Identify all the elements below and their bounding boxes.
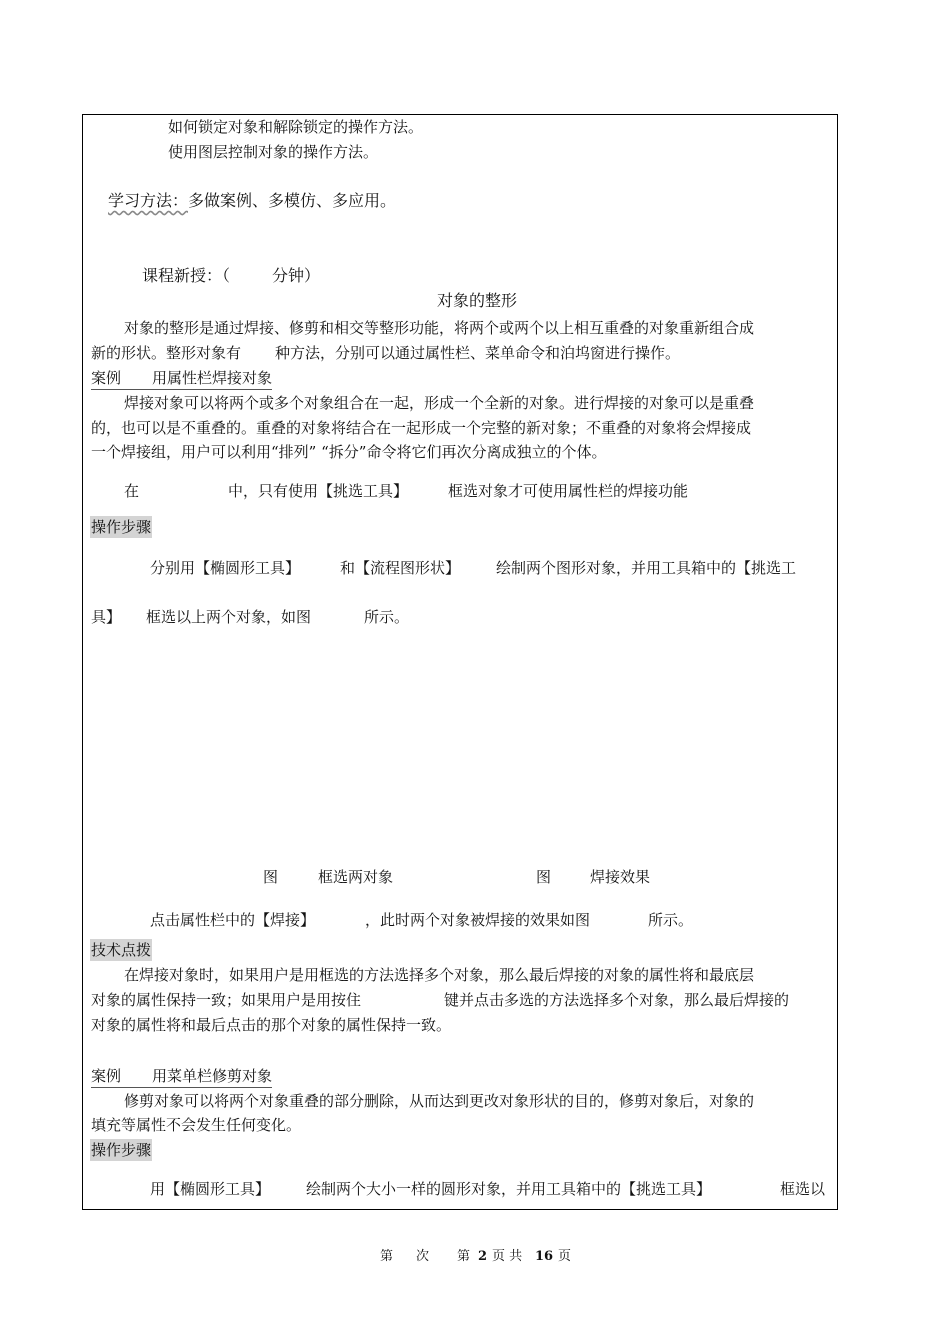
step-line: 和【流程图形状】 [340, 559, 461, 577]
paragraph-line: 的，也可以是不重叠的。重叠的对象将结合在一起形成一个完整的新对象；不重叠的对象将会焊接成 [91, 419, 752, 437]
case-number: 案例 [91, 1067, 122, 1085]
footer-text: 第 [380, 1249, 394, 1264]
case-heading [91, 367, 272, 390]
case-number: 案例 [91, 369, 122, 387]
tip-label: 技术点拨 [91, 941, 152, 959]
paragraph-line: 新的形状。整形对象有 [91, 344, 242, 362]
footer-text: 第 [457, 1249, 471, 1264]
study-method-text: 多做案例、多模仿、多应用。 [188, 191, 397, 210]
figure-caption-label: 图 [263, 868, 279, 886]
tip-line: 对象的属性将和最后点击的那个对象的属性保持一致。 [91, 1016, 452, 1034]
study-method-label: 学习方法： [108, 191, 189, 210]
step-line: 框选以上两个对象，如图 [146, 608, 312, 626]
step-line: 绘制两个图形对象，并用工具箱中的【挑选工 [496, 559, 797, 577]
case-title: 用菜单栏修剪对象 [152, 1067, 273, 1085]
step-line: 框选以 [780, 1180, 826, 1198]
case-title: 用属性栏焊接对象 [152, 369, 273, 387]
paragraph-line: 填充等属性不会发生任何变化。 [91, 1116, 302, 1134]
text-line: 使用图层控制对象的操作方法。 [168, 143, 379, 161]
note-line: 中，只有使用【挑选工具】 [228, 482, 409, 500]
note-line: 在 [124, 482, 140, 500]
figure-caption: 焊接效果 [590, 868, 651, 886]
course-label: 课程新授：（ [142, 266, 231, 285]
tip-line: 对象的属性保持一致；如果用户是用按住 [91, 991, 362, 1009]
paragraph-line: 修剪对象可以将两个对象重叠的部分删除，从而达到更改对象形状的目的，修剪对象后，对象的 [124, 1092, 755, 1110]
text-line: 如何锁定对象和解除锁定的操作方法。 [168, 118, 424, 136]
note-line: 框选对象才可使用属性栏的焊接功能 [448, 482, 689, 500]
step-line: ，此时两个对象被焊接的效果如图 [365, 911, 591, 929]
step-line: 所示。 [364, 608, 410, 626]
study-method [108, 190, 396, 212]
section-title: 对象的整形 [437, 291, 518, 310]
page-number: 2 [478, 1249, 488, 1264]
course-minutes: 分钟） [272, 266, 321, 285]
paragraph-line: 焊接对象可以将两个或多个对象组合在一起，形成一个全新的对象。进行焊接的对象可以是重叠 [124, 394, 755, 412]
step-line: 具】 [91, 608, 122, 626]
page-total: 16 [535, 1249, 554, 1264]
footer-text: 次 [416, 1249, 430, 1264]
case-heading [91, 1065, 272, 1088]
paragraph-line: 一个焊接组，用户可以利用“排列” “拆分”命令将它们再次分离成独立的个体。 [91, 443, 607, 461]
step-line: 绘制两个大小一样的圆形对象，并用工具箱中的【挑选工具】 [306, 1180, 712, 1198]
step-line: 点击属性栏中的【焊接】 [150, 911, 316, 929]
steps-label: 操作步骤 [91, 518, 152, 536]
step-line: 所示。 [648, 911, 694, 929]
tip-line: 在焊接对象时，如果用户是用框选的方法选择多个对象，那么最后焊接的对象的属性将和最底层 [124, 966, 755, 984]
tip-line: 键并点击多选的方法选择多个对象，那么最后焊接的 [444, 991, 790, 1009]
footer-text: 页 共 [492, 1249, 523, 1264]
steps-label: 操作步骤 [91, 1141, 152, 1159]
figure-caption: 框选两对象 [318, 868, 394, 886]
step-line: 分别用【椭圆形工具】 [150, 559, 301, 577]
step-line: 用【椭圆形工具】 [150, 1180, 271, 1198]
paragraph-line: 对象的整形是通过焊接、修剪和相交等整形功能，将两个或两个以上相互重叠的对象重新组合成 [124, 319, 755, 337]
figure-caption-label: 图 [536, 868, 552, 886]
paragraph-line: 种方法，分别可以通过属性栏、菜单命令和泊坞窗进行操作。 [275, 344, 681, 362]
footer-text: 页 [558, 1249, 572, 1264]
